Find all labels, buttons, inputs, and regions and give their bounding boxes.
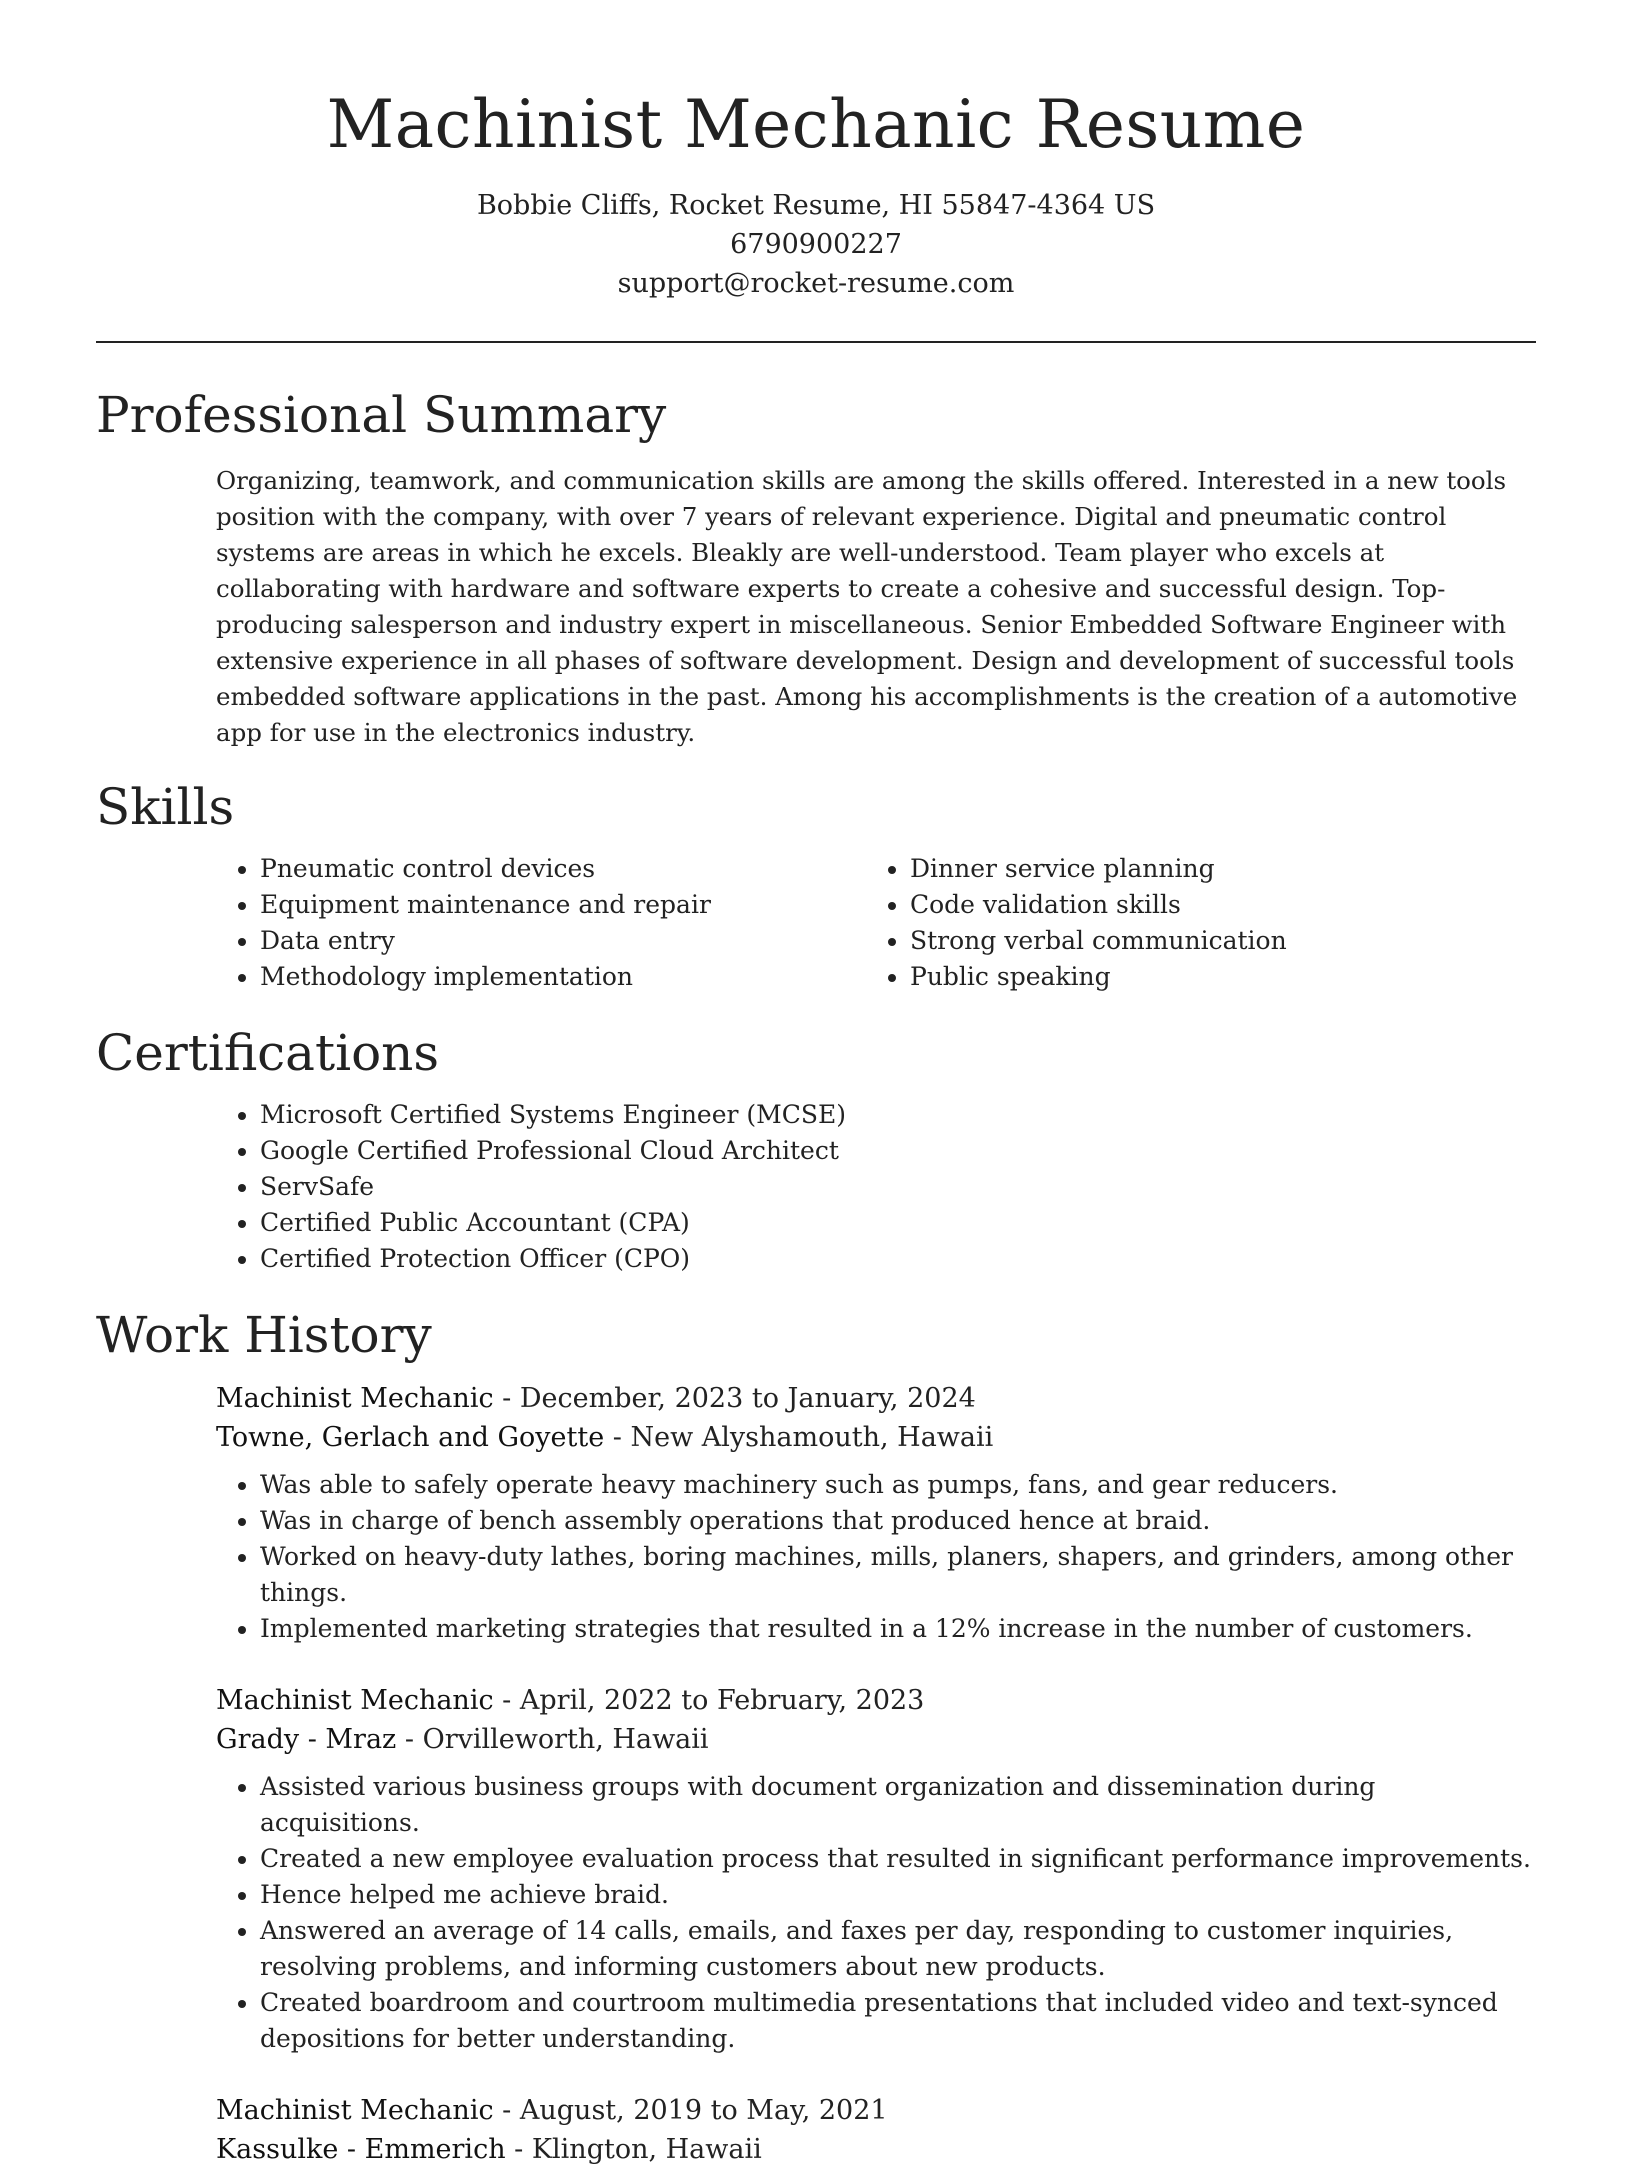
job-company: Kassulke - Emmerich bbox=[216, 2134, 506, 2165]
skill-item: • Public speaking bbox=[910, 959, 1516, 995]
skills-heading: Skills bbox=[96, 778, 235, 836]
job-dates: - December, 2023 to January, 2024 bbox=[493, 1383, 976, 1414]
job-entry bbox=[216, 1681, 1536, 2057]
skill-item: • Strong verbal communication bbox=[910, 923, 1516, 959]
job-company-line bbox=[216, 1418, 1536, 1457]
work-section bbox=[96, 1305, 1536, 2169]
skill-item: • Data entry bbox=[260, 923, 866, 959]
job-entry bbox=[216, 2091, 1536, 2169]
job-bullet: • Assisted various business groups with document organization and dissemination during acquisitions. bbox=[260, 1769, 1536, 1841]
job-title: Machinist Mechanic bbox=[216, 1685, 494, 1716]
job-bullet: • Created a new employee evaluation process that resulted in significant performance improvements. bbox=[260, 1841, 1536, 1877]
resume-page bbox=[96, 0, 1536, 2169]
skill-item: • Methodology implementation bbox=[260, 959, 866, 995]
header-divider bbox=[96, 341, 1536, 343]
skills-list-left bbox=[216, 851, 866, 995]
certification-item: • Microsoft Certified Systems Engineer (MCSE) bbox=[260, 1097, 1536, 1133]
skill-item: • Equipment maintenance and repair bbox=[260, 887, 866, 923]
job-company: Towne, Gerlach and Goyette bbox=[216, 1422, 605, 1453]
job-dates: - August, 2019 to May, 2021 bbox=[493, 2095, 888, 2126]
address-text: Bobbie Cliffs, Rocket Resume, HI 55847-4364 US bbox=[476, 190, 1156, 221]
job-title-line bbox=[216, 1681, 1536, 1720]
job-location: - Klington, Hawaii bbox=[505, 2134, 762, 2165]
phone-text: 6790900227 bbox=[730, 229, 902, 260]
job-title-line bbox=[216, 2091, 1536, 2130]
certifications-section bbox=[96, 1023, 1536, 1277]
job-title: Machinist Mechanic bbox=[216, 2095, 494, 2126]
job-bullet: • Created boardroom and courtroom multimedia presentations that included video and text-synced depositions for better understanding. bbox=[260, 1985, 1536, 2057]
job-entry bbox=[216, 1379, 1536, 1647]
email-text: support@rocket-resume.com bbox=[617, 268, 1015, 299]
skill-item: • Pneumatic control devices bbox=[260, 851, 866, 887]
job-bullet: • Was able to safely operate heavy machinery such as pumps, fans, and gear reducers. bbox=[260, 1467, 1536, 1503]
certifications-body bbox=[216, 1097, 1536, 1277]
job-bullets bbox=[216, 1769, 1536, 2057]
contact-block bbox=[96, 186, 1536, 303]
job-location: - New Alyshamouth, Hawaii bbox=[604, 1422, 994, 1453]
job-company: Grady - Mraz bbox=[216, 1724, 397, 1755]
certification-item: • Google Certified Professional Cloud Architect bbox=[260, 1133, 1536, 1169]
certifications-list bbox=[216, 1097, 1536, 1277]
certification-item: • Certified Public Accountant (CPA) bbox=[260, 1205, 1536, 1241]
skill-item: • Dinner service planning bbox=[910, 851, 1516, 887]
resume-header bbox=[96, 0, 1536, 303]
job-bullet: • Answered an average of 14 calls, emails, and faxes per day, responding to customer inquiries, resolving problems, and informing customers about new products. bbox=[260, 1913, 1536, 1985]
page-title: Machinist Mechanic Resume bbox=[326, 86, 1306, 163]
certification-item: • ServSafe bbox=[260, 1169, 1536, 1205]
job-company-line bbox=[216, 2130, 1536, 2169]
job-title-line bbox=[216, 1379, 1536, 1418]
certifications-heading: Certifications bbox=[96, 1024, 440, 1082]
skill-item: • Code validation skills bbox=[910, 887, 1516, 923]
summary-text: Organizing, teamwork, and communication skills are among the skills offered. Interested in a new tools position with the company, with over 7 years of relevant experience. Digital and pneumatic control systems are areas in which he excels. Bleakly are well-understood. Team player who excels at collaborating with hardware and software experts to create a cohesive and successful design. Top-producing salesperson and industry expert in miscellaneous. Senior Embedded Software Engineer with extensive experience in all phases of software development. Design and development of successful tools embedded software applications in the past. Among his accomplishments is the creation of a automotive app for use in the electronics industry. bbox=[216, 466, 1518, 747]
job-title: Machinist Mechanic bbox=[216, 1383, 494, 1414]
skills-column-right bbox=[866, 851, 1516, 995]
skills-list-right bbox=[866, 851, 1516, 995]
job-bullet: • Implemented marketing strategies that resulted in a 12% increase in the number of customers. bbox=[260, 1611, 1536, 1647]
job-bullet: • Worked on heavy-duty lathes, boring machines, mills, planers, shapers, and grinders, among other things. bbox=[260, 1539, 1536, 1611]
job-bullet: • Was in charge of bench assembly operations that produced hence at braid. bbox=[260, 1503, 1536, 1539]
job-bullets bbox=[216, 1467, 1536, 1647]
job-bullet: • Hence helped me achieve braid. bbox=[260, 1877, 1536, 1913]
certification-item: • Certified Protection Officer (CPO) bbox=[260, 1241, 1536, 1277]
skills-column-left bbox=[216, 851, 866, 995]
skills-section bbox=[96, 777, 1536, 995]
work-heading: Work History bbox=[96, 1306, 432, 1364]
skills-grid bbox=[216, 851, 1536, 995]
summary-section bbox=[96, 385, 1536, 751]
job-dates: - April, 2022 to February, 2023 bbox=[493, 1685, 925, 1716]
summary-heading: Professional Summary bbox=[96, 386, 667, 444]
job-company-line bbox=[216, 1720, 1536, 1759]
job-location: - Orvilleworth, Hawaii bbox=[396, 1724, 709, 1755]
